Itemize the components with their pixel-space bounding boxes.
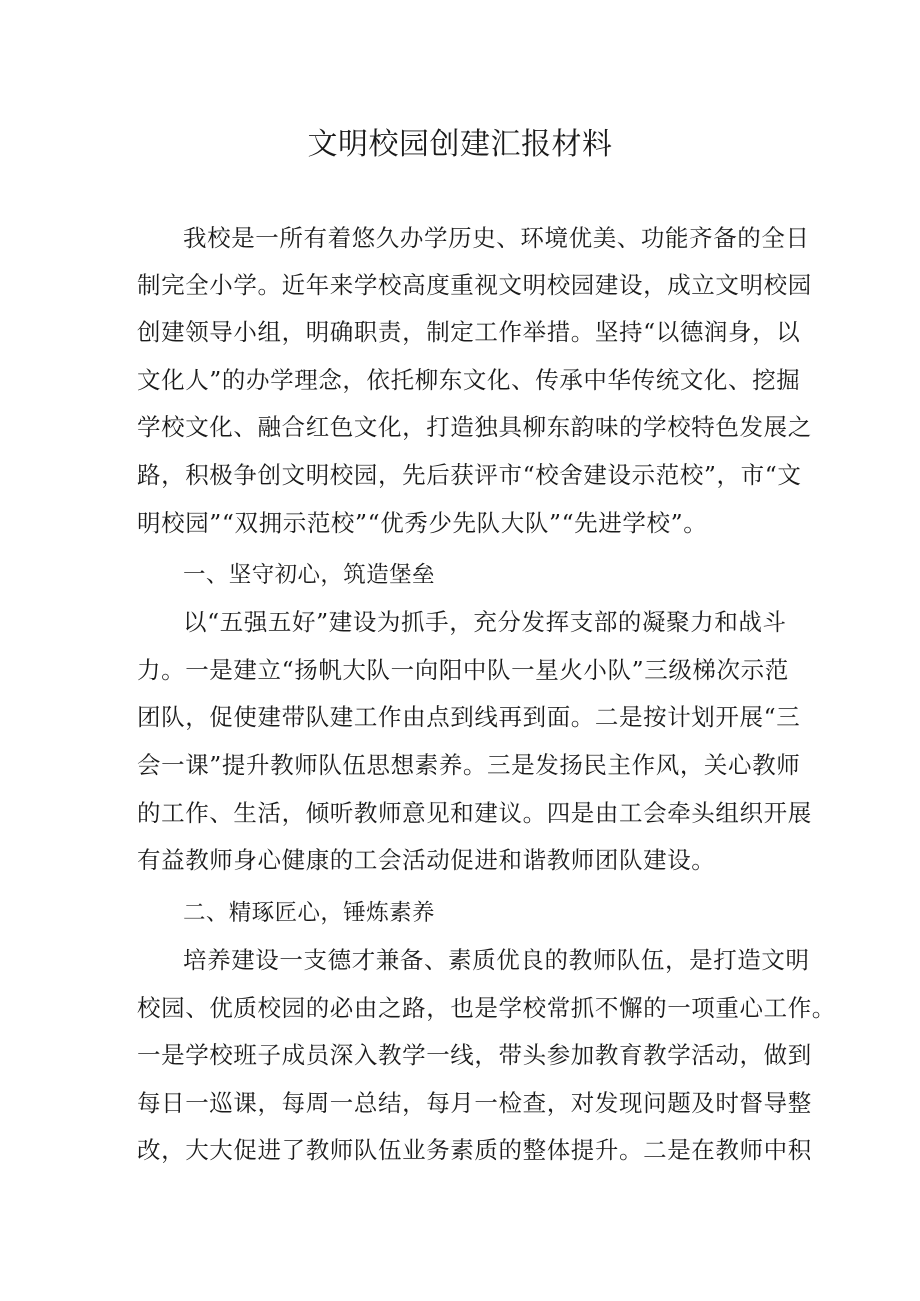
- section1-line: 团队，促使建带队建工作由点到线再到面。二是按计划开展“三: [137, 703, 801, 731]
- intro-line: 创建领导小组，明确职责，制定工作举措。坚持“以德润身，以: [137, 318, 801, 346]
- intro-line: 我校是一所有着悠久办学历史、环境优美、功能齐备的全日: [183, 224, 810, 252]
- section2-line: 每日一巡课，每周一总结，每月一检查，对发现问题及时督导整: [137, 1089, 812, 1117]
- section-heading-2: 二、精琢匠心，锤炼素养: [183, 900, 435, 926]
- section1-line: 以“五强五好”建设为抓手，充分发挥支部的凝聚力和战斗: [183, 608, 787, 636]
- section-heading-1: 一、坚守初心，筑造堡垒: [183, 562, 435, 588]
- section2-line: 培养建设一支德才兼备、素质优良的教师队伍，是打造文明: [183, 946, 810, 974]
- intro-line: 明校园”“双拥示范校”“优秀少先队大队”“先进学校”。: [137, 509, 708, 537]
- section1-line: 力。一是建立“扬帆大队一向阳中队一星火小队”三级梯次示范: [137, 656, 789, 684]
- intro-line: 制完全小学。近年来学校高度重视文明校园建设，成立文明校园: [137, 271, 812, 299]
- document-title: 文明校园创建汇报材料: [307, 127, 613, 162]
- section1-line: 会一课”提升教师队伍思想素养。三是发扬民主作风，关心教师: [137, 751, 801, 779]
- intro-line: 文化人”的办学理念，依托柳东文化、传承中华传统文化、挖掘: [137, 366, 801, 394]
- section1-line: 的工作、生活，倾听教师意见和建议。四是由工会牵头组织开展: [137, 799, 812, 827]
- section2-line: 改，大大促进了教师队伍业务素质的整体提升。二是在教师中积: [137, 1136, 812, 1164]
- section1-line: 有益教师身心健康的工会活动促进和谐教师团队建设。: [137, 846, 716, 874]
- intro-line: 路，积极争创文明校园，先后获评市“校舍建设示范校”，市“文: [137, 461, 802, 489]
- intro-line: 学校文化、融合红色文化，打造独具柳东韵味的学校特色发展之: [137, 413, 812, 441]
- section2-line: 一是学校班子成员深入教学一线，带头参加教育教学活动，做到: [137, 1041, 812, 1069]
- section2-line: 校园、优质校园的必由之路，也是学校常抓不懈的一项重心工作。: [137, 994, 836, 1022]
